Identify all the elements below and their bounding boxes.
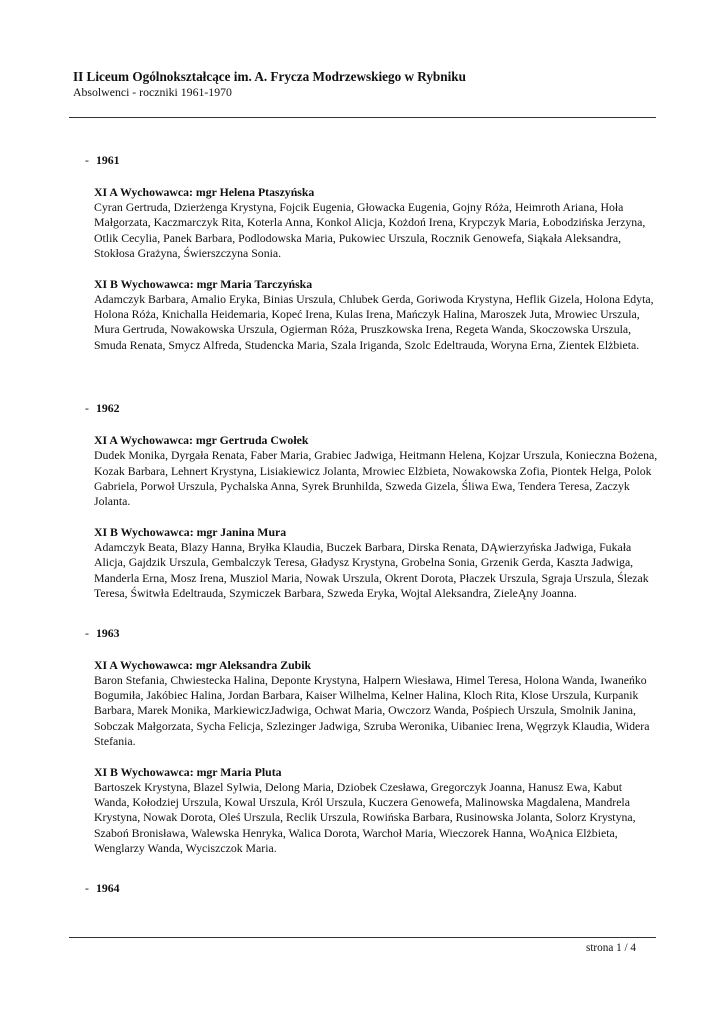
class-student-list: Cyran Gertruda, Dzierżenga Krystyna, Fojcik Eugenia, Głowacka Eugenia, Gojny Róża, Heimroth Ariana, Hoła Małgorzata, Kaczmarczyk Rita, Koterla Anna, Konkol Alicja, Kożdoń Irena, Krypczyk Maria, Łobodzińska Jerzyna, Otlik Cecylia, Panek Barbara, Podlodowska Maria, Pukowiec Urszula, Rocznik Genowefa, Siąkała Aleksandra, Stokłosa Grażyna, Świerszczyna Sonia. xyxy=(94,200,646,261)
document-header xyxy=(73,69,466,100)
document-body xyxy=(73,153,658,896)
year-heading-1964: - 1964 xyxy=(85,880,120,895)
class-block xyxy=(94,525,658,602)
class-heading: XI B Wychowawca: mgr Janina Mura xyxy=(94,524,287,539)
class-heading: XI A Wychowawca: mgr Gertruda Cwołek xyxy=(94,433,309,448)
document-subtitle: Absolwenci - roczniki 1961-1970 xyxy=(73,85,232,99)
class-student-list: Adamczyk Beata, Blazy Hanna, Bryłka Klaudia, Buczek Barbara, Dirska Renata, DĄwierzyńska Jadwiga, Fukała Alicja, Gajdzik Urszula, Gembalczyk Teresa, Gładysz Krystyna, Grobelna Sonia, Grzenik Gerda, Kaszta Jadwiga, Manderla Erna, Mosz Irena, Musziol Maria, Nowak Urszula, Okrent Dorota, Płaczek Urszula, Sgraja Urszula, Ślezak Teresa, Świtwła Edeltrauda, Szymiczek Barbara, Szweda Eryka, Wojtal Aleksandra, ZieleĄny Joanna. xyxy=(94,539,649,601)
year-heading-1963: - 1963 xyxy=(85,625,120,640)
class-heading: XI B Wychowawca: mgr Maria Tarczyńska xyxy=(94,276,313,291)
class-student-list: Dudek Monika, Dyrgała Renata, Faber Maria, Grabiec Jadwiga, Heitmann Helena, Kojzar Urszula, Konieczna Bożena, Kozak Barbara, Lehnert Krystyna, Lisiakiewicz Jolanta, Mrowiec Elżbieta, Nowakowska Zofia, Piontek Helga, Polok Gabriela, Porwoł Urszula, Pychalska Anna, Syrek Brunhilda, Szweda Gizela, Śliwa Ewa, Tendera Teresa, Zaczyk Jolanta. xyxy=(94,448,658,509)
header-divider xyxy=(69,117,656,118)
page-number: strona 1 / 4 xyxy=(585,942,636,954)
class-block xyxy=(94,765,658,857)
class-block xyxy=(94,658,658,750)
class-block xyxy=(94,433,658,510)
footer-divider xyxy=(69,937,656,938)
class-student-list: Bartoszek Krystyna, Blazel Sylwia, Delong Maria, Dziobek Czesława, Gregorczyk Joanna, Hanusz Ewa, Kabut Wanda, Kołodziej Urszula, Kowal Urszula, Król Urszula, Kuczera Genowefa, Malinowska Magdalena, Mandrela Krystyna, Nowak Dorota, Oleś Urszula, Reclik Urszula, Rowińska Barbara, Rusinowska Jolanta, Solorz Krystyna, Szaboń Bronisława, Walewska Henryka, Walica Dorota, Warchoł Maria, Wieczorek Hanna, WoĄnica Elżbieta, Wenglarzy Wanda, Wyciszczok Maria. xyxy=(94,779,636,856)
document-title: II Liceum Ogólnokształcące im. A. Frycza Modrzewskiego w Rybniku xyxy=(73,69,466,84)
year-heading-1962: - 1962 xyxy=(85,401,120,416)
class-heading: XI B Wychowawca: mgr Maria Pluta xyxy=(94,764,282,779)
class-student-list: Adamczyk Barbara, Amalio Eryka, Binias Urszula, Chlubek Gerda, Goriwoda Krystyna, Heflik Gizela, Holona Edyta, Holona Róża, Knichalla Heidemaria, Kopeć Irena, Kulas Irena, Mańczyk Halina, Maroszek Juta, Mrowiec Urszula, Mura Gertruda, Nowakowska Urszula, Ogierman Róża, Pruszkowska Irena, Regeta Wanda, Skoczowska Urszula, Smuda Renata, Smycz Alfreda, Studencka Maria, Szala Iriganda, Szolc Edeltrauda, Woryna Erna, Zientek Elżbieta. xyxy=(94,291,654,352)
class-heading: XI A Wychowawca: mgr Aleksandra Zubik xyxy=(94,657,312,672)
class-block xyxy=(94,185,658,262)
year-heading-1961: - 1961 xyxy=(85,153,120,167)
class-heading: XI A Wychowawca: mgr Helena Ptaszyńska xyxy=(94,185,315,199)
class-student-list: Baron Stefania, Chwiestecka Halina, Deponte Krystyna, Halpern Wiesława, Himel Teresa, Holona Wanda, Iwaneńko Bogumiła, Jakóbiec Halina, Jordan Barbara, Kaiser Wilhelma, Kelner Halina, Kloch Rita, Klose Urszula, Kurpanik Barbara, Marek Monika, MarkiewiczJadwiga, Ochwat Maria, Owczorz Wanda, Pośpiech Urszula, Smolnik Janina, Sobczak Małgorzata, Sycha Felicja, Szlezinger Jadwiga, Szruba Weronika, Uibaniec Irena, Węgrzyk Klaudia, Widera Stefania. xyxy=(94,672,650,749)
class-block xyxy=(94,277,658,354)
